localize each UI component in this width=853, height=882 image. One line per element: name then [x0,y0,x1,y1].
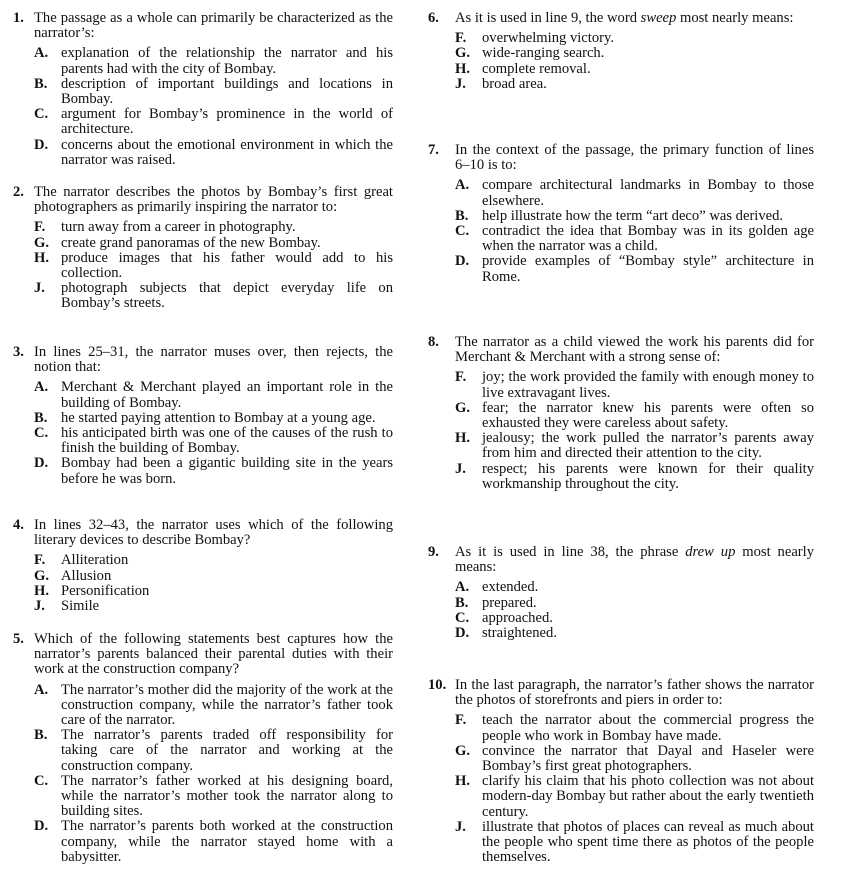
option-text: produce images that his father would add to his collection. [61,249,393,282]
answer-options [13,380,393,486]
answer-options [428,178,814,284]
option-text: compare architectural landmarks in Bombay to those elsewhere. [482,177,814,209]
option-letter: F. [34,219,46,236]
answer-option[interactable] [428,62,814,77]
option-letter: G. [455,742,470,759]
option-text: convince the narrator that Dayal and Haseler were Bombay’s first great photographers. [482,742,814,775]
answer-option[interactable] [13,584,393,599]
answer-option[interactable] [428,774,814,820]
option-letter: G. [455,45,470,62]
answer-option[interactable] [428,31,814,46]
question-text-start: As it is used in line 9, the word [455,10,641,26]
option-text: broad area. [482,75,547,92]
option-text: The narrator’s parents traded off responsibility for taking care of the narrator and working at the construction company. [61,727,393,774]
question-stem [428,335,814,365]
option-letter: F. [455,369,467,386]
answer-option[interactable] [428,820,814,866]
answer-option[interactable] [13,456,393,486]
option-letter: J. [455,75,466,92]
question-text-end: most nearly means: [676,10,794,26]
question-stem [428,143,814,173]
question-7 [428,143,814,285]
question-5 [13,632,393,865]
option-letter: F. [34,552,46,569]
option-text: complete removal. [482,60,591,77]
question-number: 1. [13,10,24,26]
option-letter: A. [34,681,49,698]
answer-options [13,220,393,311]
answer-option[interactable] [428,178,814,208]
option-letter: A. [34,45,49,62]
question-stem [428,11,814,26]
option-text: concerns about the emotional environment in which the narrator was raised. [61,136,393,168]
option-text: approached. [482,609,553,626]
answer-option[interactable] [13,107,393,137]
option-letter: G. [34,567,49,584]
option-letter: H. [455,430,470,447]
answer-options [13,683,393,865]
option-letter: J. [34,598,45,615]
option-text: provide examples of “Bombay style” architecture in Rome. [482,253,814,285]
question-stem [13,11,393,41]
question-number: 4. [13,517,24,533]
option-text: straightened. [482,625,557,642]
option-text: he started paying attention to Bombay at a young age. [61,409,376,426]
answer-option[interactable] [428,254,814,284]
question-number: 8. [428,334,439,350]
option-letter: H. [455,60,470,77]
option-text: contradict the idea that Bombay was in its golden age when the narrator was a child. [482,223,814,255]
option-letter: J. [455,460,466,477]
answer-option[interactable] [13,426,393,456]
option-text: respect; his parents were known for their quality workmanship throughout the city. [482,460,814,492]
option-text: photograph subjects that depict everyday life on Bombay’s streets. [61,280,393,312]
question-stem [13,632,393,678]
option-letter: A. [34,379,49,396]
question-stem [428,545,814,575]
option-text: jealousy; the work pulled the narrator’s parents away from him and directed their attention to the city. [482,430,814,462]
question-text: In lines 25–31, the narrator muses over, then rejects, the notion that: [34,344,393,376]
option-text: his anticipated birth was one of the causes of the rush to finish the building of Bombay. [61,425,393,457]
option-text: Merchant & Merchant played an important role in the building of Bombay. [61,379,393,411]
question-8 [428,335,814,492]
option-text: explanation of the relationship the narrator and his parents had with the city of Bombay. [61,45,393,77]
option-letter: C. [34,106,49,123]
question-text: In the last paragraph, the narrator’s father shows the narrator the photos of storefronts and piers in order to: [455,677,814,709]
option-letter: D. [34,818,49,835]
question-number: 10. [428,677,447,693]
question-3 [13,345,393,487]
option-letter: J. [455,818,466,835]
option-letter: H. [34,582,49,599]
answer-option[interactable] [13,728,393,774]
answer-options [13,553,393,614]
answer-options [428,370,814,492]
answer-option[interactable] [428,431,814,461]
option-text: description of important buildings and locations in Bombay. [61,75,393,108]
option-letter: B. [34,75,48,92]
option-text: The narrator’s father worked at his designing board, while the narrator’s mother took the narrator along to building sites. [61,772,393,820]
question-text-end: most nearly means: [455,544,815,576]
question-number: 5. [13,631,24,647]
answer-option[interactable] [428,46,814,61]
option-text: Allusion [61,567,112,584]
answer-options [428,580,814,641]
question-1 [13,11,393,168]
option-text: help illustrate how the term “art deco” was derived. [482,207,784,224]
option-text: Alliteration [61,552,129,569]
answer-option[interactable] [13,599,393,614]
answer-option[interactable] [428,596,814,611]
option-letter: B. [455,594,469,611]
option-letter: C. [34,425,49,442]
option-text: The narrator’s parents both worked at the construction company, while the narrator stayed home with a babysitter. [61,818,393,865]
answer-option[interactable] [428,744,814,774]
answer-option[interactable] [13,553,393,568]
option-text: overwhelming victory. [482,30,614,47]
answer-option[interactable] [13,569,393,584]
option-text: turn away from a career in photography. [61,219,296,236]
question-number: 6. [428,10,439,26]
question-stem [13,518,393,548]
option-text: extended. [482,579,539,596]
question-9 [428,545,814,641]
option-text: illustrate that photos of places can reveal as much about the people who spent time there as photos of the people themselves. [482,818,814,866]
question-6 [428,11,814,92]
option-letter: B. [34,409,48,426]
question-text: The passage as a whole can primarily be characterized as the narrator’s: [34,10,393,42]
answer-option[interactable] [428,462,814,492]
question-stem [13,345,393,375]
answer-option[interactable] [13,236,393,251]
option-letter: F. [455,712,467,729]
option-text: clarify his claim that his photo collection was not about modern-day Bombay but rather about the early twentieth century. [482,773,814,820]
answer-options [428,31,814,92]
answer-option[interactable] [13,251,393,281]
answer-option[interactable] [13,77,393,107]
answer-option[interactable] [13,774,393,820]
answer-option[interactable] [13,411,393,426]
answer-option[interactable] [13,819,393,865]
question-text: In the context of the passage, the primary function of lines 6–10 is to: [455,142,814,174]
option-text: prepared. [482,594,537,611]
answer-option[interactable] [428,611,814,626]
question-stem [13,185,393,215]
option-letter: C. [34,772,49,789]
answer-option[interactable] [13,380,393,410]
answer-option[interactable] [428,370,814,400]
question-text: The narrator describes the photos by Bombay’s first great photographers as primarily inspiring the narrator to: [34,184,393,216]
option-letter: D. [34,455,49,472]
answer-option[interactable] [428,401,814,431]
question-4 [13,518,393,614]
answer-option[interactable] [428,580,814,595]
question-stem [428,678,814,708]
answer-option[interactable] [428,626,814,641]
option-letter: C. [455,223,470,240]
question-number: 3. [13,344,24,360]
answer-options [428,713,814,865]
answer-option[interactable] [13,220,393,235]
answer-option[interactable] [13,46,393,76]
option-letter: A. [455,177,470,194]
question-number: 9. [428,544,439,560]
answer-option[interactable] [13,281,393,311]
option-text: wide-ranging search. [482,45,605,62]
option-letter: H. [455,773,470,790]
option-text: Simile [61,598,100,615]
question-text: Which of the following statements best captures how the narrator’s parents balanced their parental duties with their work at the construction company? [34,631,393,678]
question-text: The narrator as a child viewed the work his parents did for Merchant & Merchant with a strong sense of: [455,334,814,366]
option-text: create grand panoramas of the new Bombay. [61,234,321,251]
option-text: Personification [61,582,150,599]
option-letter: C. [455,609,470,626]
option-text: Bombay had been a gigantic building site in the years before he was born. [61,455,393,487]
option-letter: D. [455,253,470,270]
question-10 [428,678,814,865]
question-number: 7. [428,142,439,158]
answer-option[interactable] [428,713,814,743]
question-text: In lines 32–43, the narrator uses which of the following literary devices to describe Bombay? [34,517,393,549]
answer-option[interactable] [428,224,814,254]
question-2 [13,185,393,312]
answer-option[interactable] [13,138,393,168]
option-letter: D. [455,625,470,642]
option-letter: B. [455,207,469,224]
answer-option[interactable] [13,683,393,729]
answer-option[interactable] [428,77,814,92]
question-text-emphasis: drew up [685,544,736,560]
question-text-start: As it is used in line 38, the phrase [455,544,686,560]
option-letter: G. [455,399,470,416]
question-number: 2. [13,184,24,200]
option-text: fear; the narrator knew his parents were often so exhausted they were careless about safety. [482,399,814,432]
option-letter: G. [34,234,49,251]
answer-options [13,46,393,168]
option-letter: A. [455,579,470,596]
option-text: joy; the work provided the family with enough money to live extravagant lives. [482,369,814,401]
option-letter: J. [34,280,45,297]
option-letter: B. [34,727,48,744]
option-text: teach the narrator about the commercial progress the people who work in Bombay have made. [482,712,814,744]
option-text: argument for Bombay’s prominence in the world of architecture. [61,106,393,138]
question-text-emphasis: sweep [640,10,677,26]
answer-option[interactable] [428,209,814,224]
option-letter: D. [34,136,49,153]
option-text: The narrator’s mother did the majority of the work at the construction company, while the narrator’s father took care of the narrator. [61,681,393,729]
option-letter: F. [455,30,467,47]
option-letter: H. [34,249,49,266]
